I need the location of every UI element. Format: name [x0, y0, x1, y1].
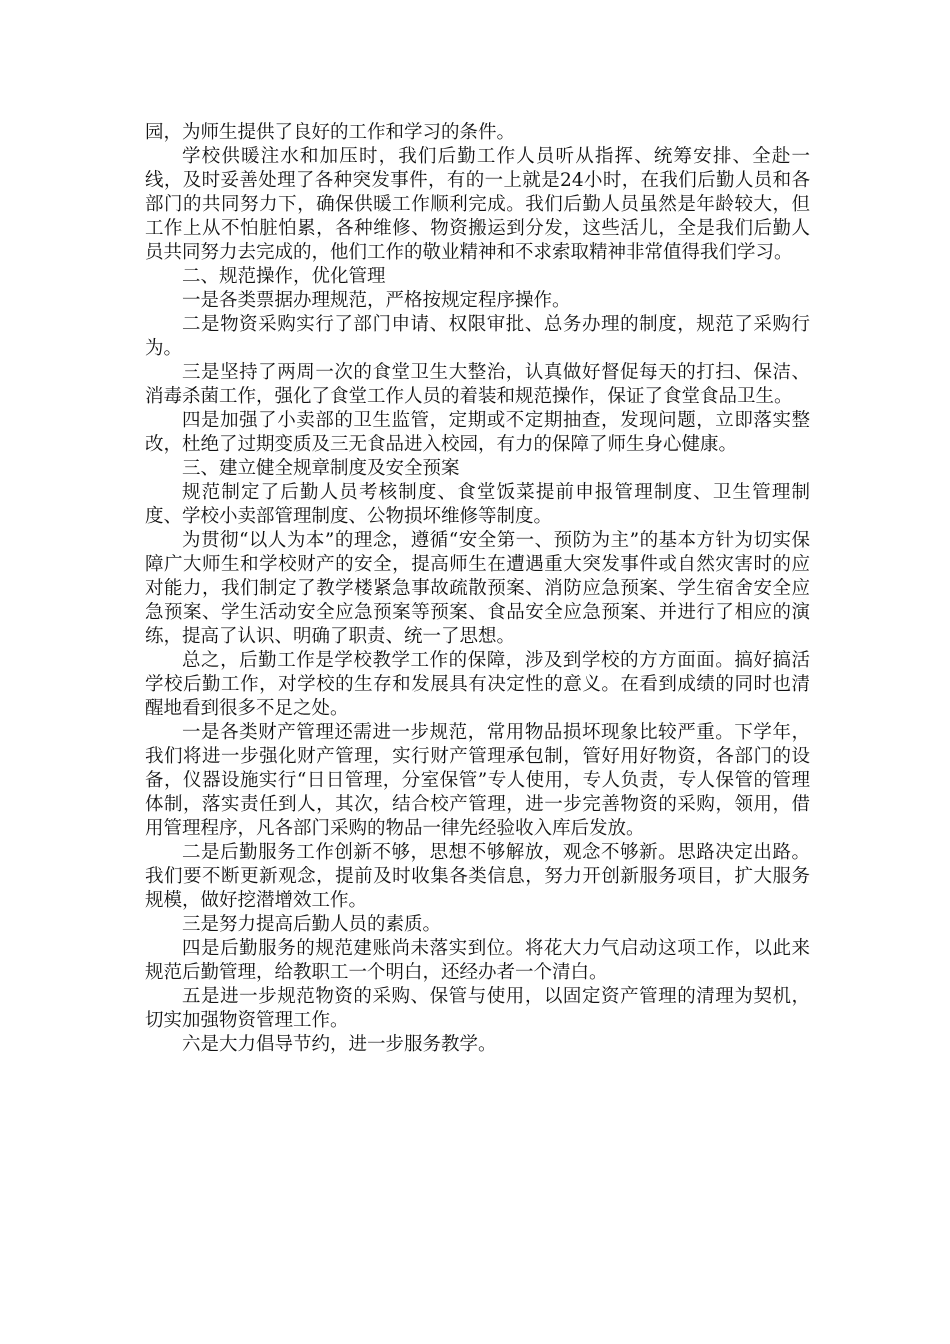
- paragraph-saving: 六是大力倡导节约，进一步服务教学。: [182, 1034, 497, 1055]
- paragraph-staff-quality: 三是努力提高后勤人员的素质。: [182, 914, 442, 935]
- paragraph-continuation: 园，为师生提供了良好的工作和学习的条件。: [145, 122, 516, 143]
- paragraph-summary: 总之，后勤工作是学校教学工作的保障，涉及到学校的方方面面。搞好搞活学校后勤工作，对学校的生存和发展具有决定性的意义。在看到成绩的同时也清醒地看到很多不足之处。: [145, 650, 810, 719]
- paragraph-innovation: 二是后勤服务工作创新不够，思想不够解放，观念不够新。思路决定出路。我们要不断更新观念，提前及时收集各类信息，努力开创新服务项目，扩大服务规模，做好挖潜增效工作。: [145, 842, 810, 911]
- paragraph-canteen-hygiene: 三是坚持了两周一次的食堂卫生大整治，认真做好督促每天的打扫、保洁、消毒杀菌工作，强化了食堂工作人员的着装和规范操作，保证了食堂食品卫生。: [145, 362, 810, 407]
- paragraph-property-management: 一是各类财产管理还需进一步规范，常用物品损坏现象比较严重。下学年，我们将进一步强化财产管理，实行财产管理承包制，管好用好物资，各部门的设备，仪器设施实行“日日管理，分室保管”专人使用，专人负责，专人保管的管理体制，落实责任到人，其次，结合校产管理，进一步完善物资的采购，领用，借用管理程序，凡各部门采购的物品一律先经验收入库后发放。: [145, 722, 810, 839]
- paragraph-regulations: 规范制定了后勤人员考核制度、食堂饭菜提前申报管理制度、卫生管理制度、学校小卖部管理制度、公物损坏维修等制度。: [145, 482, 810, 527]
- paragraph-accounting: 四是后勤服务的规范建账尚未落实到位。将花大力气启动这项工作，以此来规范后勤管理，给教职工一个明白，还经办者一个清白。: [145, 938, 810, 983]
- section-heading-2: 二、规范操作，优化管理: [182, 266, 386, 287]
- document-body: [145, 121, 810, 1057]
- paragraph-procurement: 二是物资采购实行了部门申请、权限审批、总务办理的制度，规范了采购行为。: [145, 314, 810, 359]
- paragraph-safety-plans: 为贯彻“以人为本”的理念，遵循“安全第一、预防为主”的基本方针为切实保障广大师生和学校财产的安全，提高师生在遭遇重大突发事件或自然灾害时的应对能力，我们制定了教学楼紧急事故疏散预案、消防应急预案、学生宿舍安全应急预案、学生活动安全应急预案等预案、食品安全应急预案、并进行了相应的演练，提高了认识、明确了职责、统一了思想。: [145, 530, 810, 647]
- section-heading-3: 三、建立健全规章制度及安全预案: [182, 458, 460, 479]
- paragraph-asset-management: 五是进一步规范物资的采购、保管与使用，以固定资产管理的清理为契机，切实加强物资管理工作。: [145, 986, 810, 1031]
- paragraph-receipts: 一是各类票据办理规范，严格按规定程序操作。: [182, 290, 571, 311]
- paragraph-heating-work: 学校供暖注水和加压时，我们后勤工作人员听从指挥、统筹安排、全赴一线，及时妥善处理了各种突发事件，有的一上就是24小时，在我们后勤人员和各部门的共同努力下，确保供暖工作顺利完成。我们后勤人员虽然是年龄较大，但工作上从不怕脏怕累，各种维修、物资搬运到分发，这些活儿，全是我们后勤人员共同努力去完成的，他们工作的敬业精神和不求索取精神非常值得我们学习。: [145, 146, 810, 263]
- paragraph-shop-supervision: 四是加强了小卖部的卫生监管，定期或不定期抽查，发现问题，立即落实整改，杜绝了过期变质及三无食品进入校园，有力的保障了师生身心健康。: [145, 410, 810, 455]
